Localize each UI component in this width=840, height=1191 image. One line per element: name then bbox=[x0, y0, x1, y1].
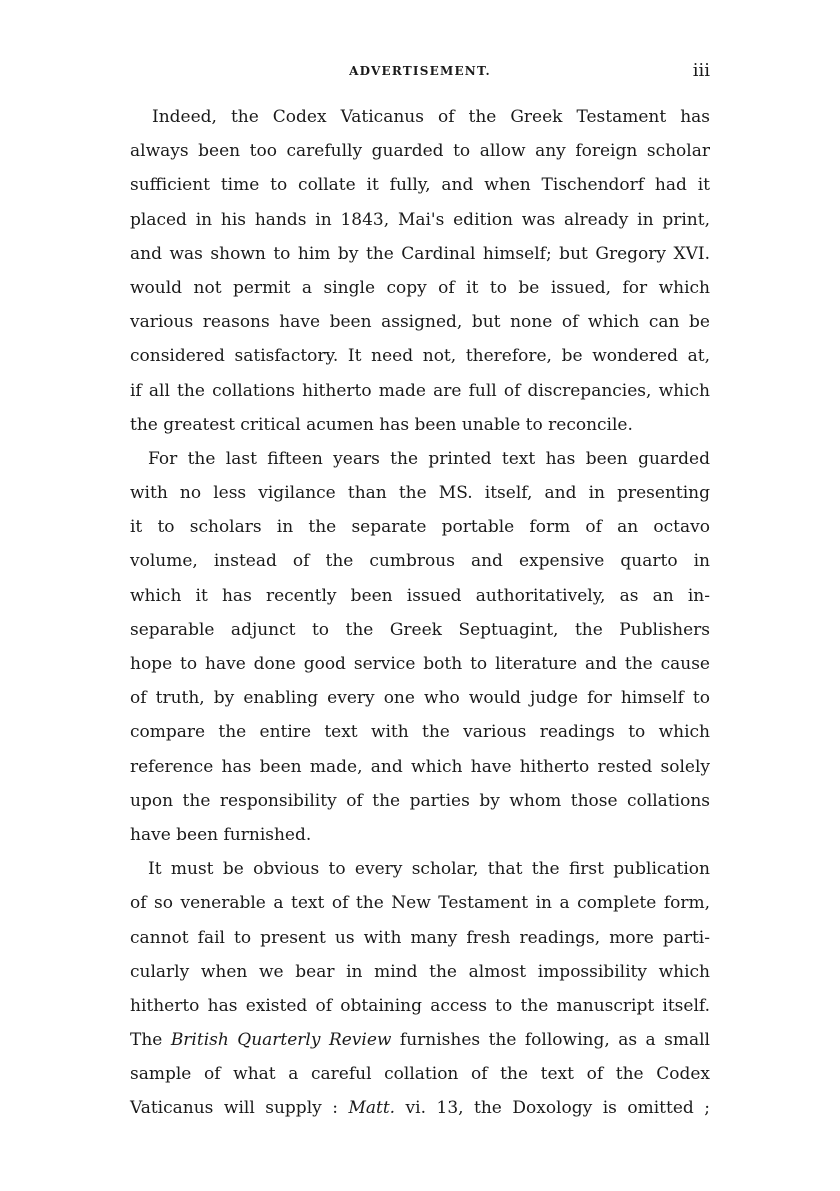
text-line: the greatest critical acumen has been unable to reconcile. bbox=[130, 414, 633, 435]
text-run: The bbox=[130, 1030, 171, 1051]
text-line: reference has been made, and which have hitherto rested solely bbox=[130, 756, 710, 777]
text-line: cularly when we bear in mind the almost impossibility which bbox=[130, 961, 710, 982]
running-title: ADVERTISEMENT. bbox=[349, 64, 491, 78]
paragraph-2 bbox=[130, 442, 710, 852]
text-run: Vaticanus will supply : bbox=[130, 1098, 349, 1119]
text-line: of so venerable a text of the New Testament in a complete form, bbox=[130, 893, 710, 914]
text-line: sufficient time to collate it fully, and when Tischendorf had it bbox=[130, 175, 710, 196]
body-text bbox=[130, 100, 710, 1126]
text-line: always been too carefully guarded to allow any foreign scholar bbox=[130, 141, 710, 162]
text-line: upon the responsibility of the parties by whom those collations bbox=[130, 790, 710, 811]
text-line-review bbox=[130, 1023, 710, 1057]
text-line: considered satisfactory. It need not, therefore, be wondered at, bbox=[130, 346, 710, 367]
paragraph-1 bbox=[130, 100, 710, 442]
text-line: have been furnished. bbox=[130, 824, 312, 845]
journal-title: British Quarterly Review bbox=[170, 1030, 392, 1051]
text-line: and was shown to him by the Cardinal himself; but Gregory XVI. bbox=[130, 243, 710, 264]
text-line-citation bbox=[130, 1091, 710, 1125]
text-line: if all the collations hitherto made are full of discrepancies, which bbox=[130, 380, 710, 401]
citation-book: Matt. bbox=[348, 1098, 396, 1119]
running-head bbox=[130, 60, 710, 84]
text-line: placed in his hands in 1843, Mai's edition was already in print, bbox=[130, 209, 710, 230]
text-line: Indeed, the Codex Vaticanus of the Greek Testament has bbox=[152, 107, 710, 127]
text-line: would not permit a single copy of it to be issued, for which bbox=[130, 277, 710, 298]
text-line: It must be obvious to every scholar, that the first publication bbox=[148, 859, 710, 880]
text-line: For the last fifteen years the printed text has been guarded bbox=[148, 448, 710, 469]
text-line: compare the entire text with the various readings to which bbox=[130, 722, 710, 743]
text-line: hope to have done good service both to literature and the cause bbox=[130, 654, 710, 674]
text-line: with no less vigilance than the MS. itself, and in presenting bbox=[130, 483, 710, 504]
text-line: it to scholars in the separate portable form of an octavo bbox=[130, 517, 710, 538]
text-line: various reasons have been assigned, but none of which can be bbox=[130, 312, 710, 333]
text-run: vi. 13, the Doxology is omitted ; bbox=[395, 1098, 710, 1119]
paragraph-3 bbox=[130, 852, 710, 1126]
text-line: sample of what a careful collation of the text of the Codex bbox=[130, 1064, 710, 1085]
page-number: iii bbox=[692, 60, 710, 81]
text-line: volume, instead of the cumbrous and expensive quarto in bbox=[130, 551, 710, 572]
text-line: which it has recently been issued authoritatively, as an in- bbox=[130, 585, 710, 606]
text-line: of truth, by enabling every one who would judge for himself to bbox=[130, 688, 710, 709]
text-run: furnishes the following, as a small bbox=[391, 1030, 710, 1051]
text-line: separable adjunct to the Greek Septuagint, the Publishers bbox=[130, 619, 710, 640]
text-line: cannot fail to present us with many fresh readings, more parti- bbox=[130, 927, 710, 948]
text-line: hitherto has existed of obtaining access to the manuscript itself. bbox=[130, 995, 710, 1016]
